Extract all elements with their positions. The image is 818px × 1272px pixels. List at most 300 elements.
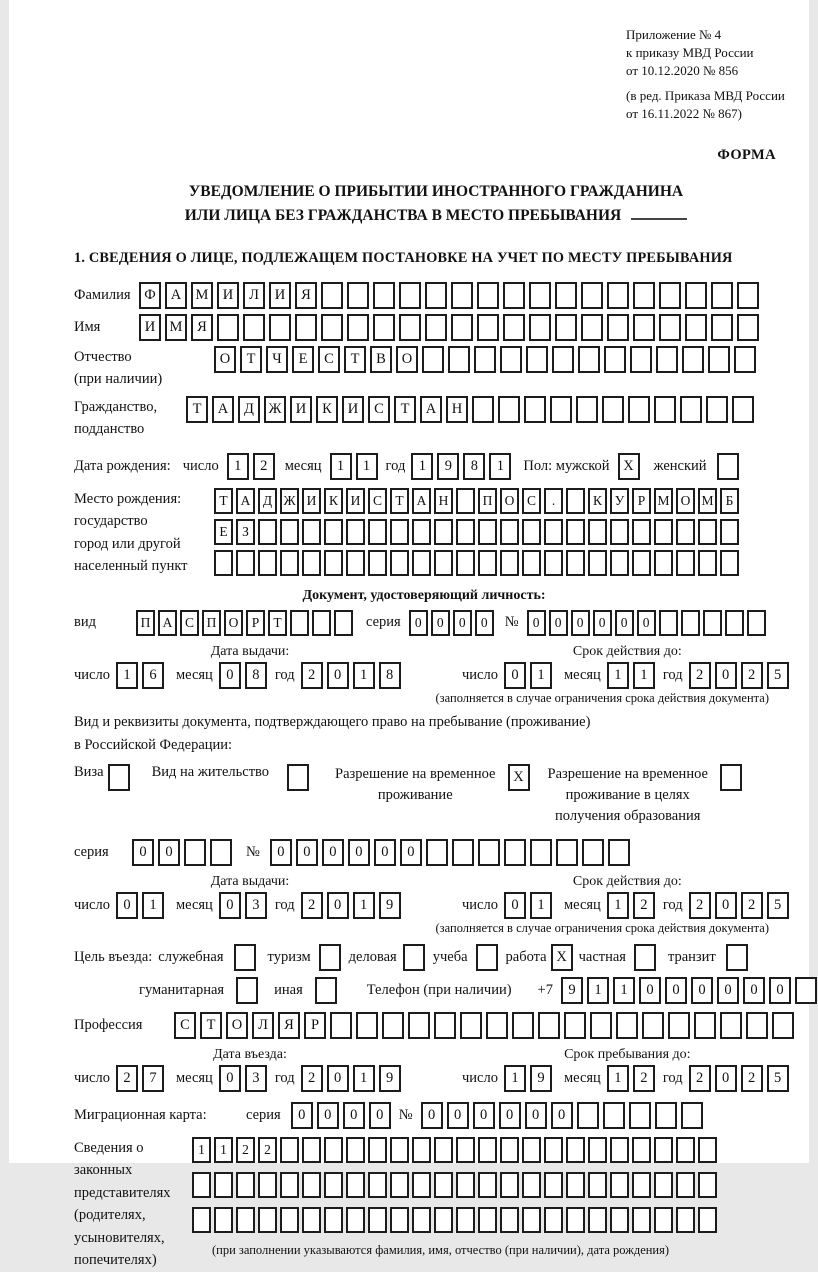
char-cell[interactable] <box>610 1172 629 1198</box>
char-cell[interactable] <box>472 396 494 423</box>
char-cell[interactable] <box>434 1172 453 1198</box>
char-cell[interactable] <box>504 839 526 866</box>
char-cell[interactable] <box>566 519 585 545</box>
char-cell[interactable]: К <box>316 396 338 423</box>
char-cell[interactable] <box>258 1172 277 1198</box>
char-cell[interactable] <box>588 1172 607 1198</box>
char-cell[interactable] <box>500 1172 519 1198</box>
legal-reps-cells-row3[interactable] <box>192 1207 720 1233</box>
char-cell[interactable] <box>522 1172 541 1198</box>
char-cell[interactable] <box>607 282 629 309</box>
char-cell[interactable] <box>302 550 321 576</box>
char-cell[interactable]: Ж <box>264 396 286 423</box>
char-cell[interactable] <box>434 550 453 576</box>
char-cell[interactable] <box>498 396 520 423</box>
char-cell[interactable] <box>522 519 541 545</box>
char-cell[interactable] <box>737 282 759 309</box>
char-cell[interactable] <box>737 314 759 341</box>
char-cell[interactable]: 0 <box>743 977 765 1004</box>
char-cell[interactable]: 0 <box>400 839 422 866</box>
char-cell[interactable] <box>633 282 655 309</box>
char-cell[interactable] <box>725 610 744 636</box>
char-cell[interactable]: Н <box>446 396 468 423</box>
char-cell[interactable] <box>616 1012 638 1039</box>
char-cell[interactable]: 0 <box>348 839 370 866</box>
char-cell[interactable]: Р <box>632 488 651 514</box>
char-cell[interactable] <box>236 550 255 576</box>
char-cell[interactable] <box>529 282 551 309</box>
char-cell[interactable] <box>668 1012 690 1039</box>
char-cell[interactable]: 9 <box>379 1065 401 1092</box>
entry-day-cells[interactable] <box>116 1065 168 1092</box>
char-cell[interactable]: 1 <box>587 977 609 1004</box>
char-cell[interactable] <box>522 1207 541 1233</box>
char-cell[interactable]: О <box>214 346 236 373</box>
char-cell[interactable] <box>390 1207 409 1233</box>
char-cell[interactable]: 2 <box>741 892 763 919</box>
char-cell[interactable] <box>258 1207 277 1233</box>
char-cell[interactable]: Ж <box>280 488 299 514</box>
char-cell[interactable] <box>280 1207 299 1233</box>
char-cell[interactable]: Б <box>720 488 739 514</box>
purpose-private-checkbox[interactable] <box>634 944 656 971</box>
doc-type-cells[interactable] <box>136 610 356 636</box>
char-cell[interactable] <box>556 839 578 866</box>
char-cell[interactable] <box>588 1137 607 1163</box>
stay-year-cells[interactable] <box>689 1065 793 1092</box>
char-cell[interactable]: 2 <box>633 1065 655 1092</box>
doc-series-cells[interactable] <box>409 610 497 636</box>
char-cell[interactable]: 0 <box>637 610 656 636</box>
char-cell[interactable] <box>588 519 607 545</box>
char-cell[interactable] <box>654 1172 673 1198</box>
purpose-tourism-checkbox[interactable] <box>319 944 341 971</box>
char-cell[interactable]: 0 <box>296 839 318 866</box>
char-cell[interactable] <box>324 519 343 545</box>
char-cell[interactable] <box>630 346 652 373</box>
char-cell[interactable] <box>347 282 369 309</box>
char-cell[interactable] <box>659 282 681 309</box>
char-cell[interactable]: 1 <box>353 662 375 689</box>
char-cell[interactable]: 0 <box>571 610 590 636</box>
char-cell[interactable]: 0 <box>549 610 568 636</box>
char-cell[interactable] <box>578 346 600 373</box>
doc-issue-month-cells[interactable] <box>219 662 271 689</box>
char-cell[interactable] <box>602 396 624 423</box>
char-cell[interactable]: Ф <box>139 282 161 309</box>
char-cell[interactable] <box>347 314 369 341</box>
doc-issue-year-cells[interactable] <box>301 662 405 689</box>
char-cell[interactable]: Л <box>252 1012 274 1039</box>
char-cell[interactable] <box>486 1012 508 1039</box>
char-cell[interactable]: 1 <box>613 977 635 1004</box>
char-cell[interactable]: 0 <box>527 610 546 636</box>
migration-series-cells[interactable] <box>291 1102 395 1129</box>
char-cell[interactable] <box>720 1012 742 1039</box>
char-cell[interactable] <box>368 1207 387 1233</box>
purpose-humanitarian-checkbox[interactable] <box>236 977 258 1004</box>
char-cell[interactable]: 9 <box>379 892 401 919</box>
char-cell[interactable] <box>610 1137 629 1163</box>
char-cell[interactable] <box>425 282 447 309</box>
temp-residence-edu-checkbox[interactable] <box>720 764 742 791</box>
char-cell[interactable] <box>478 1137 497 1163</box>
char-cell[interactable] <box>324 1137 343 1163</box>
char-cell[interactable] <box>698 1207 717 1233</box>
char-cell[interactable]: 3 <box>245 892 267 919</box>
char-cell[interactable]: 1 <box>504 1065 526 1092</box>
char-cell[interactable] <box>474 346 496 373</box>
char-cell[interactable] <box>524 396 546 423</box>
char-cell[interactable] <box>324 1207 343 1233</box>
birth-month-cells[interactable] <box>330 453 382 480</box>
char-cell[interactable]: Л <box>243 282 265 309</box>
char-cell[interactable] <box>280 1172 299 1198</box>
char-cell[interactable] <box>732 396 754 423</box>
char-cell[interactable]: О <box>224 610 243 636</box>
char-cell[interactable] <box>368 519 387 545</box>
char-cell[interactable] <box>538 1012 560 1039</box>
char-cell[interactable]: 1 <box>227 453 249 480</box>
char-cell[interactable]: 7 <box>142 1065 164 1092</box>
char-cell[interactable] <box>566 1207 585 1233</box>
char-cell[interactable]: М <box>165 314 187 341</box>
char-cell[interactable]: К <box>588 488 607 514</box>
char-cell[interactable]: И <box>139 314 161 341</box>
char-cell[interactable] <box>526 346 548 373</box>
purpose-official-checkbox[interactable] <box>234 944 256 971</box>
char-cell[interactable]: 0 <box>219 662 241 689</box>
char-cell[interactable]: 0 <box>504 662 526 689</box>
char-cell[interactable] <box>720 550 739 576</box>
char-cell[interactable] <box>522 1137 541 1163</box>
char-cell[interactable]: И <box>302 488 321 514</box>
char-cell[interactable]: 9 <box>530 1065 552 1092</box>
char-cell[interactable] <box>659 610 678 636</box>
char-cell[interactable] <box>456 1172 475 1198</box>
char-cell[interactable]: 0 <box>421 1102 443 1129</box>
char-cell[interactable] <box>321 282 343 309</box>
char-cell[interactable] <box>382 1012 404 1039</box>
char-cell[interactable] <box>698 550 717 576</box>
char-cell[interactable]: Р <box>246 610 265 636</box>
char-cell[interactable]: 0 <box>327 662 349 689</box>
char-cell[interactable] <box>550 396 572 423</box>
char-cell[interactable] <box>544 519 563 545</box>
char-cell[interactable]: 0 <box>475 610 494 636</box>
char-cell[interactable]: 0 <box>322 839 344 866</box>
char-cell[interactable] <box>610 550 629 576</box>
char-cell[interactable]: 0 <box>219 1065 241 1092</box>
char-cell[interactable]: 8 <box>245 662 267 689</box>
char-cell[interactable] <box>426 839 448 866</box>
char-cell[interactable] <box>676 1172 695 1198</box>
char-cell[interactable] <box>258 519 277 545</box>
char-cell[interactable] <box>576 396 598 423</box>
char-cell[interactable]: 0 <box>473 1102 495 1129</box>
char-cell[interactable] <box>676 519 695 545</box>
char-cell[interactable] <box>346 1207 365 1233</box>
char-cell[interactable] <box>682 346 704 373</box>
char-cell[interactable]: И <box>342 396 364 423</box>
char-cell[interactable]: 0 <box>409 610 428 636</box>
permit-issue-year-cells[interactable] <box>301 892 405 919</box>
char-cell[interactable] <box>610 519 629 545</box>
char-cell[interactable] <box>747 610 766 636</box>
birthplace-cells-row3[interactable] <box>214 550 742 576</box>
char-cell[interactable] <box>566 550 585 576</box>
char-cell[interactable] <box>500 1207 519 1233</box>
char-cell[interactable]: 5 <box>767 662 789 689</box>
char-cell[interactable]: 1 <box>116 662 138 689</box>
char-cell[interactable] <box>269 314 291 341</box>
char-cell[interactable]: С <box>180 610 199 636</box>
char-cell[interactable]: О <box>500 488 519 514</box>
char-cell[interactable] <box>290 610 309 636</box>
char-cell[interactable]: 1 <box>330 453 352 480</box>
doc-valid-month-cells[interactable] <box>607 662 659 689</box>
char-cell[interactable] <box>590 1012 612 1039</box>
char-cell[interactable]: П <box>136 610 155 636</box>
char-cell[interactable] <box>633 314 655 341</box>
char-cell[interactable]: 0 <box>291 1102 313 1129</box>
char-cell[interactable] <box>399 314 421 341</box>
char-cell[interactable]: А <box>212 396 234 423</box>
char-cell[interactable] <box>448 346 470 373</box>
char-cell[interactable] <box>581 282 603 309</box>
char-cell[interactable] <box>530 839 552 866</box>
char-cell[interactable]: С <box>368 488 387 514</box>
char-cell[interactable] <box>603 1102 625 1129</box>
char-cell[interactable]: 1 <box>192 1137 211 1163</box>
char-cell[interactable]: 2 <box>741 1065 763 1092</box>
char-cell[interactable] <box>412 1172 431 1198</box>
char-cell[interactable]: А <box>165 282 187 309</box>
char-cell[interactable] <box>529 314 551 341</box>
char-cell[interactable]: 2 <box>689 662 711 689</box>
char-cell[interactable] <box>346 1172 365 1198</box>
char-cell[interactable]: А <box>412 488 431 514</box>
char-cell[interactable] <box>280 550 299 576</box>
char-cell[interactable] <box>632 1137 651 1163</box>
visa-checkbox[interactable] <box>108 764 130 791</box>
char-cell[interactable] <box>258 550 277 576</box>
char-cell[interactable] <box>456 550 475 576</box>
char-cell[interactable]: 0 <box>116 892 138 919</box>
char-cell[interactable]: . <box>544 488 563 514</box>
char-cell[interactable]: О <box>226 1012 248 1039</box>
char-cell[interactable]: В <box>370 346 392 373</box>
char-cell[interactable] <box>654 519 673 545</box>
char-cell[interactable]: 0 <box>593 610 612 636</box>
char-cell[interactable] <box>577 1102 599 1129</box>
char-cell[interactable] <box>425 314 447 341</box>
char-cell[interactable]: 1 <box>356 453 378 480</box>
purpose-work-checkbox[interactable]: X <box>551 944 573 971</box>
char-cell[interactable]: 0 <box>431 610 450 636</box>
char-cell[interactable]: 1 <box>411 453 433 480</box>
char-cell[interactable] <box>708 346 730 373</box>
char-cell[interactable] <box>214 1207 233 1233</box>
char-cell[interactable]: 0 <box>715 1065 737 1092</box>
char-cell[interactable] <box>703 610 722 636</box>
purpose-transit-checkbox[interactable] <box>726 944 748 971</box>
permit-issue-day-cells[interactable] <box>116 892 168 919</box>
char-cell[interactable]: А <box>158 610 177 636</box>
char-cell[interactable] <box>373 314 395 341</box>
char-cell[interactable]: С <box>318 346 340 373</box>
char-cell[interactable]: 0 <box>691 977 713 1004</box>
char-cell[interactable] <box>555 282 577 309</box>
char-cell[interactable] <box>434 1207 453 1233</box>
char-cell[interactable] <box>642 1012 664 1039</box>
char-cell[interactable] <box>210 839 232 866</box>
char-cell[interactable] <box>478 550 497 576</box>
char-cell[interactable] <box>408 1012 430 1039</box>
char-cell[interactable]: 2 <box>258 1137 277 1163</box>
char-cell[interactable]: П <box>202 610 221 636</box>
char-cell[interactable]: 0 <box>665 977 687 1004</box>
char-cell[interactable] <box>555 314 577 341</box>
char-cell[interactable]: 1 <box>607 1065 629 1092</box>
char-cell[interactable]: Т <box>214 488 233 514</box>
char-cell[interactable]: 0 <box>374 839 396 866</box>
char-cell[interactable] <box>654 396 676 423</box>
char-cell[interactable]: П <box>478 488 497 514</box>
char-cell[interactable]: Я <box>191 314 213 341</box>
char-cell[interactable]: 0 <box>317 1102 339 1129</box>
char-cell[interactable]: 0 <box>219 892 241 919</box>
char-cell[interactable]: 1 <box>214 1137 233 1163</box>
char-cell[interactable] <box>500 550 519 576</box>
char-cell[interactable]: 1 <box>353 1065 375 1092</box>
char-cell[interactable] <box>302 1207 321 1233</box>
char-cell[interactable] <box>321 314 343 341</box>
char-cell[interactable]: Т <box>268 610 287 636</box>
char-cell[interactable]: 0 <box>132 839 154 866</box>
char-cell[interactable]: Д <box>258 488 277 514</box>
char-cell[interactable]: Т <box>390 488 409 514</box>
char-cell[interactable] <box>390 1137 409 1163</box>
char-cell[interactable]: С <box>174 1012 196 1039</box>
name-cells[interactable] <box>139 314 763 341</box>
char-cell[interactable]: К <box>324 488 343 514</box>
char-cell[interactable] <box>412 519 431 545</box>
entry-year-cells[interactable] <box>301 1065 405 1092</box>
char-cell[interactable]: 2 <box>689 892 711 919</box>
char-cell[interactable]: И <box>269 282 291 309</box>
char-cell[interactable] <box>302 1137 321 1163</box>
char-cell[interactable] <box>456 1207 475 1233</box>
char-cell[interactable] <box>503 314 525 341</box>
char-cell[interactable]: 0 <box>717 977 739 1004</box>
char-cell[interactable] <box>330 1012 352 1039</box>
char-cell[interactable]: 0 <box>453 610 472 636</box>
char-cell[interactable] <box>217 314 239 341</box>
char-cell[interactable]: А <box>236 488 255 514</box>
char-cell[interactable] <box>632 1172 651 1198</box>
char-cell[interactable] <box>566 488 585 514</box>
char-cell[interactable] <box>500 346 522 373</box>
char-cell[interactable] <box>544 1207 563 1233</box>
char-cell[interactable]: Я <box>295 282 317 309</box>
char-cell[interactable]: Т <box>200 1012 222 1039</box>
char-cell[interactable]: 0 <box>270 839 292 866</box>
char-cell[interactable] <box>456 1137 475 1163</box>
char-cell[interactable] <box>552 346 574 373</box>
char-cell[interactable] <box>655 1102 677 1129</box>
char-cell[interactable] <box>236 1207 255 1233</box>
char-cell[interactable] <box>698 1137 717 1163</box>
char-cell[interactable]: 1 <box>607 892 629 919</box>
char-cell[interactable]: 0 <box>499 1102 521 1129</box>
char-cell[interactable] <box>566 1137 585 1163</box>
char-cell[interactable]: У <box>610 488 629 514</box>
phone-cells[interactable] <box>561 977 818 1004</box>
birthplace-cells-row2[interactable] <box>214 519 742 545</box>
char-cell[interactable] <box>451 314 473 341</box>
char-cell[interactable] <box>694 1012 716 1039</box>
char-cell[interactable] <box>544 1172 563 1198</box>
purpose-study-checkbox[interactable] <box>476 944 498 971</box>
char-cell[interactable] <box>581 314 603 341</box>
char-cell[interactable]: 0 <box>343 1102 365 1129</box>
char-cell[interactable]: 2 <box>116 1065 138 1092</box>
char-cell[interactable]: 0 <box>327 1065 349 1092</box>
char-cell[interactable] <box>544 1137 563 1163</box>
char-cell[interactable] <box>451 282 473 309</box>
doc-valid-year-cells[interactable] <box>689 662 793 689</box>
char-cell[interactable] <box>564 1012 586 1039</box>
permit-valid-day-cells[interactable] <box>504 892 556 919</box>
doc-issue-day-cells[interactable] <box>116 662 168 689</box>
char-cell[interactable] <box>236 1172 255 1198</box>
char-cell[interactable] <box>368 550 387 576</box>
char-cell[interactable] <box>477 282 499 309</box>
char-cell[interactable]: 0 <box>327 892 349 919</box>
char-cell[interactable] <box>706 396 728 423</box>
char-cell[interactable] <box>346 519 365 545</box>
migration-number-cells[interactable] <box>421 1102 707 1129</box>
char-cell[interactable]: 1 <box>142 892 164 919</box>
profession-cells[interactable] <box>174 1012 798 1039</box>
char-cell[interactable] <box>324 550 343 576</box>
char-cell[interactable]: 8 <box>379 662 401 689</box>
char-cell[interactable] <box>214 1172 233 1198</box>
female-checkbox[interactable] <box>717 453 739 480</box>
char-cell[interactable] <box>456 519 475 545</box>
char-cell[interactable] <box>334 610 353 636</box>
char-cell[interactable] <box>477 314 499 341</box>
char-cell[interactable] <box>356 1012 378 1039</box>
char-cell[interactable]: 6 <box>142 662 164 689</box>
char-cell[interactable] <box>632 1207 651 1233</box>
char-cell[interactable] <box>412 1207 431 1233</box>
permit-issue-month-cells[interactable] <box>219 892 271 919</box>
char-cell[interactable] <box>422 346 444 373</box>
char-cell[interactable]: 0 <box>447 1102 469 1129</box>
char-cell[interactable]: И <box>346 488 365 514</box>
char-cell[interactable] <box>610 1207 629 1233</box>
char-cell[interactable] <box>720 519 739 545</box>
char-cell[interactable] <box>676 550 695 576</box>
char-cell[interactable] <box>434 1012 456 1039</box>
char-cell[interactable]: 1 <box>607 662 629 689</box>
char-cell[interactable] <box>192 1207 211 1233</box>
char-cell[interactable]: 2 <box>301 1065 323 1092</box>
char-cell[interactable]: 2 <box>236 1137 255 1163</box>
char-cell[interactable] <box>566 1172 585 1198</box>
